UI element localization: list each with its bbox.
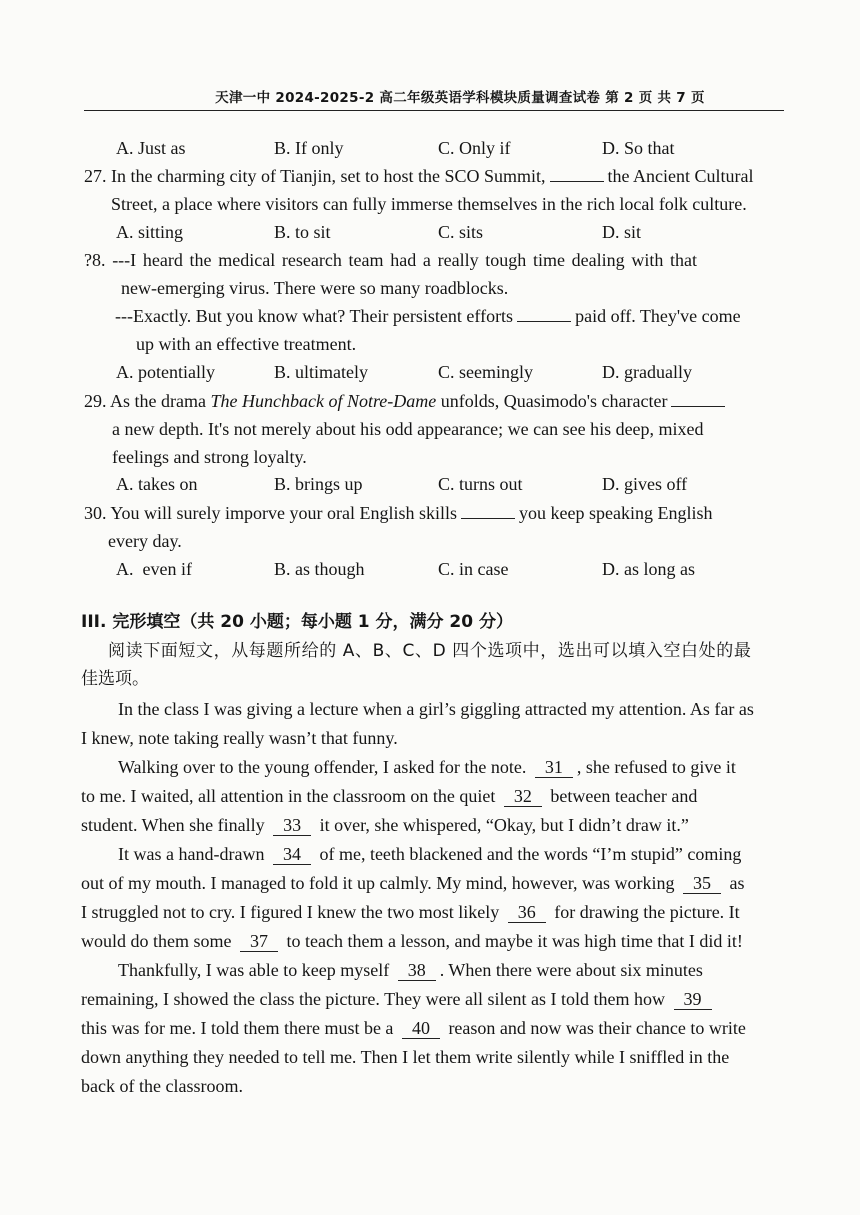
blank-31[interactable]: 31 xyxy=(535,757,573,778)
passage-p2-line-2 xyxy=(81,784,697,808)
q28-line-1: ?8. ---I heard the medical research team had a really tough time dealing with that xyxy=(84,250,698,270)
passage-p3-line-2 xyxy=(81,871,745,895)
passage-p2-line-1 xyxy=(118,755,736,779)
q29-text-2: unfolds, Quasimodo's character xyxy=(436,391,668,411)
q28-line-2: new-emerging virus. There were so many roadblocks. xyxy=(121,278,509,298)
q27-text: 27. In the charming city of Tianjin, set to host the SCO Summit, xyxy=(84,166,546,186)
passage-p1-line-2: I knew, note taking really wasn’t that funny. xyxy=(81,728,398,748)
passage-p4-line-2 xyxy=(81,987,716,1011)
blank-37[interactable]: 37 xyxy=(240,931,278,952)
passage-text: Walking over to the young offender, I asked for the note. xyxy=(118,757,527,777)
passage-text: Thankfully, I was able to keep myself xyxy=(118,960,390,980)
passage-text: It was a hand-drawn xyxy=(118,844,265,864)
blank-36[interactable]: 36 xyxy=(508,902,546,923)
q30-option-c[interactable]: C. in case xyxy=(438,559,509,579)
q29-drama-title: The Hunchback of Notre-Dame xyxy=(210,391,437,411)
q29-option-a[interactable]: A. takes on xyxy=(116,474,198,494)
passage-p3-line-4 xyxy=(81,929,743,953)
blank-40[interactable]: 40 xyxy=(402,1018,440,1039)
passage-p3-line-1 xyxy=(118,842,741,866)
q29-option-c[interactable]: C. turns out xyxy=(438,474,523,494)
q27-option-c[interactable]: C. sits xyxy=(438,222,484,242)
q27-option-b[interactable]: B. to sit xyxy=(274,222,331,242)
q26-option-d[interactable]: D. So that xyxy=(602,138,675,158)
q26-option-b[interactable]: B. If only xyxy=(274,138,344,158)
q26-option-a[interactable]: A. Just as xyxy=(116,138,186,158)
q29-line-3: feelings and strong loyalty. xyxy=(112,447,307,467)
header-rule xyxy=(84,110,784,111)
passage-text: reason and now was their chance to write xyxy=(448,1018,746,1038)
q27-blank[interactable] xyxy=(550,164,604,182)
q30-option-a[interactable]: A. even if xyxy=(116,559,192,579)
q27-line-1 xyxy=(84,164,753,188)
passage-p4-line-3 xyxy=(81,1016,746,1040)
blank-34[interactable]: 34 xyxy=(273,844,311,865)
passage-p1-line-1: In the class I was giving a lecture when a girl’s giggling attracted my attention. As far as xyxy=(118,699,754,719)
q30-line-2: every day. xyxy=(108,531,182,551)
q28-option-b[interactable]: B. ultimately xyxy=(274,362,368,382)
blank-38[interactable]: 38 xyxy=(398,960,436,981)
blank-39[interactable]: 39 xyxy=(674,989,712,1010)
blank-33[interactable]: 33 xyxy=(273,815,311,836)
q28-text: ---Exactly. But you know what? Their persistent efforts xyxy=(115,306,514,326)
section-3-title: III. 完形填空（共 20 小题；每小题 1 分，满分 20 分） xyxy=(81,612,514,632)
passage-text: to me. I waited, all attention in the classroom on the quiet xyxy=(81,786,496,806)
q28-text-2: paid off. They've come xyxy=(575,306,741,326)
passage-text: to teach them a lesson, and maybe it was high time that I did it! xyxy=(286,931,743,951)
q30-text: 30. You will surely imporve your oral English skills xyxy=(84,503,457,523)
q30-option-b[interactable]: B. as though xyxy=(274,559,365,579)
passage-text: . When there were about six minutes xyxy=(439,960,703,980)
section-3-instructions: 阅读下面短文，从每题所给的 A、B、C、D 四个选项中，选出可以填入空白处的最 xyxy=(108,641,752,661)
passage-p2-line-3 xyxy=(81,813,689,837)
q27-option-a[interactable]: A. sitting xyxy=(116,222,184,242)
q28-option-c[interactable]: C. seemingly xyxy=(438,362,533,382)
passage-p3-line-3 xyxy=(81,900,740,924)
q29-line-1 xyxy=(84,389,729,413)
q27-option-d[interactable]: D. sit xyxy=(602,222,642,242)
passage-p4-line-5: back of the classroom. xyxy=(81,1076,243,1096)
q30-line-1 xyxy=(84,501,712,525)
passage-text: would do them some xyxy=(81,931,232,951)
q27-text-2: the Ancient Cultural xyxy=(607,166,754,186)
q30-blank[interactable] xyxy=(461,501,515,519)
q29-line-2: a new depth. It's not merely about his odd appearance; we can see his deep, mixed xyxy=(112,419,704,439)
blank-32[interactable]: 32 xyxy=(504,786,542,807)
q28-line-4: up with an effective treatment. xyxy=(136,334,357,354)
q30-text-2: you keep speaking English xyxy=(519,503,713,523)
q29-option-b[interactable]: B. brings up xyxy=(274,474,363,494)
passage-p4-line-1 xyxy=(118,958,703,982)
blank-35[interactable]: 35 xyxy=(683,873,721,894)
passage-text: for drawing the picture. It xyxy=(554,902,740,922)
q28-option-a[interactable]: A. potentially xyxy=(116,362,215,382)
q29-text: 29. As the drama xyxy=(84,391,211,411)
passage-text: remaining, I showed the class the picture. They were all silent as I told them how xyxy=(81,989,666,1009)
passage-p4-line-4: down anything they needed to tell me. Then I let them write silently while I sniffled in the xyxy=(81,1047,730,1067)
passage-text: as xyxy=(729,873,745,893)
passage-text: I struggled not to cry. I figured I knew the two most likely xyxy=(81,902,500,922)
passage-text: of me, teeth blackened and the words “I’m stupid” coming xyxy=(319,844,742,864)
passage-text: student. When she finally xyxy=(81,815,265,835)
page-header: 天津一中 2024-2025-2 高二年级英语学科模块质量调查试卷 第 2 页 共 7 页 xyxy=(215,90,705,106)
passage-text: between teacher and xyxy=(550,786,698,806)
passage-text: this was for me. I told them there must be a xyxy=(81,1018,394,1038)
q30-option-d[interactable]: D. as long as xyxy=(602,559,695,579)
q29-option-d[interactable]: D. gives off xyxy=(602,474,688,494)
q28-option-d[interactable]: D. gradually xyxy=(602,362,692,382)
q29-blank[interactable] xyxy=(671,389,725,407)
passage-text: , she refused to give it xyxy=(576,757,736,777)
q28-line-3 xyxy=(115,304,741,328)
section-3-instructions-2: 佳选项。 xyxy=(81,669,149,689)
q28-blank[interactable] xyxy=(517,304,571,322)
passage-text: out of my mouth. I managed to fold it up calmly. My mind, however, was working xyxy=(81,873,675,893)
passage-text: it over, she whispered, “Okay, but I didn’t draw it.” xyxy=(319,815,689,835)
q27-line-2: Street, a place where visitors can fully immerse themselves in the rich local folk culture. xyxy=(111,194,747,214)
q26-option-c[interactable]: C. Only if xyxy=(438,138,511,158)
